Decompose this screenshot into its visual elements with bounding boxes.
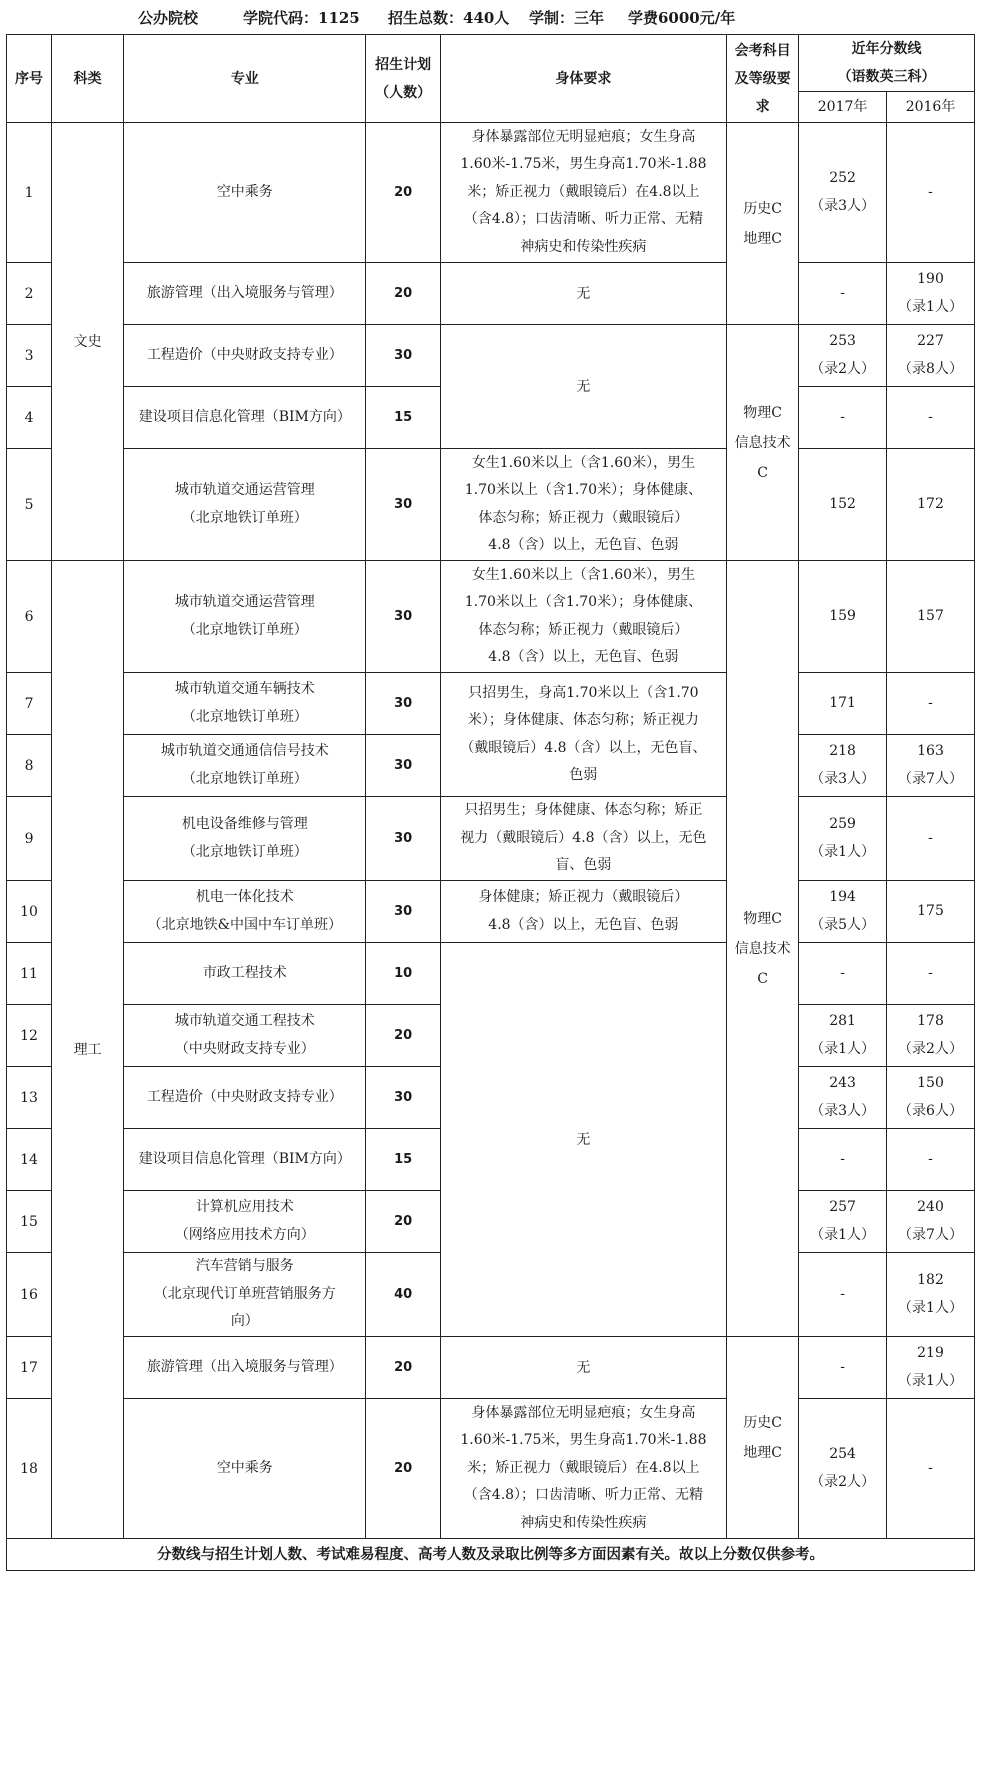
plan-count: 30 — [366, 561, 440, 673]
major-cell: 工程造价（中央财政支持专业） — [124, 1067, 366, 1129]
school-type: 公办院校 — [138, 9, 199, 27]
score-2016: 163 （录7人） — [887, 735, 975, 797]
col-2016-header: 2016年 — [887, 92, 975, 123]
table-row — [7, 561, 975, 673]
table-row — [7, 943, 975, 1005]
row-index: 14 — [7, 1129, 52, 1191]
major-cell: 建设项目信息化管理（BIM方向） — [124, 1129, 366, 1191]
category-cell: 文史 — [52, 123, 124, 561]
score-2016: - — [887, 1399, 975, 1539]
plan-count: 15 — [366, 387, 440, 449]
col-index-header: 序号 — [7, 35, 52, 123]
table-row — [7, 673, 975, 735]
row-index: 17 — [7, 1337, 52, 1399]
plan-count: 40 — [366, 1253, 440, 1337]
score-2017: 257 （录1人） — [799, 1191, 887, 1253]
score-2016: - — [887, 943, 975, 1005]
plan-count: 30 — [366, 797, 440, 881]
col-scores-header: 近年分数线 （语数英三科） — [799, 35, 975, 92]
plan-count: 20 — [366, 1191, 440, 1253]
score-2016: - — [887, 123, 975, 263]
plan-count: 20 — [366, 123, 440, 263]
score-2017: - — [799, 943, 887, 1005]
plan-count: 30 — [366, 735, 440, 797]
major-cell: 旅游管理（出入境服务与管理） — [124, 263, 366, 325]
physical-requirement: 女生1.60米以上（含1.60米），男生 1.70米以上（含1.70米）；身体健康、 体态匀称；矫正视力（戴眼镜后） 4.8（含）以上，无色盲、色弱 — [440, 561, 726, 673]
score-2017: - — [799, 1337, 887, 1399]
major-cell: 计算机应用技术 （网络应用技术方向） — [124, 1191, 366, 1253]
row-index: 2 — [7, 263, 52, 325]
row-index: 7 — [7, 673, 52, 735]
exam-subjects: 物理C 信息技术C — [727, 561, 799, 1337]
table-row — [7, 325, 975, 387]
physical-requirement: 只招男生；身体健康、体态匀称；矫正 视力（戴眼镜后）4.8（含）以上，无色 盲、色弱 — [440, 797, 726, 881]
score-2017: - — [799, 1129, 887, 1191]
score-2016: 150 （录6人） — [887, 1067, 975, 1129]
score-2017: 194 （录5人） — [799, 881, 887, 943]
score-2017: 253 （录2人） — [799, 325, 887, 387]
plan-count: 30 — [366, 1067, 440, 1129]
col-exam-header: 会考科目 及等级要 求 — [727, 35, 799, 123]
plan-count: 20 — [366, 1337, 440, 1399]
score-2017: - — [799, 263, 887, 325]
enrollment-total: 招生总数：440人 — [388, 9, 510, 27]
major-cell: 机电设备维修与管理 （北京地铁订单班） — [124, 797, 366, 881]
physical-requirement: 无 — [440, 325, 726, 449]
score-2016: 157 — [887, 561, 975, 673]
physical-requirement: 只招男生，身高1.70米以上（含1.70 米）；身体健康、体态匀称；矫正视力 （戴眼镜后）4.8（含）以上，无色盲、 色弱 — [440, 673, 726, 797]
table-row — [7, 797, 975, 881]
plan-count: 20 — [366, 1399, 440, 1539]
score-2017: 252 （录3人） — [799, 123, 887, 263]
major-cell: 城市轨道交通工程技术 （中央财政支持专业） — [124, 1005, 366, 1067]
table-row — [7, 263, 975, 325]
physical-requirement: 女生1.60米以上（含1.60米），男生 1.70米以上（含1.70米）；身体健康、 体态匀称；矫正视力（戴眼镜后） 4.8（含）以上，无色盲、色弱 — [440, 449, 726, 561]
table-row — [7, 1337, 975, 1399]
major-cell: 汽车营销与服务 （北京现代订单班营销服务方 向） — [124, 1253, 366, 1337]
row-index: 11 — [7, 943, 52, 1005]
score-2016: 182 （录1人） — [887, 1253, 975, 1337]
score-2016: 178 （录2人） — [887, 1005, 975, 1067]
plan-count: 20 — [366, 263, 440, 325]
major-cell: 城市轨道交通运营管理 （北京地铁订单班） — [124, 561, 366, 673]
score-2016: 172 — [887, 449, 975, 561]
row-index: 18 — [7, 1399, 52, 1539]
score-2016: - — [887, 387, 975, 449]
study-duration: 学制：三年 — [529, 9, 605, 27]
score-2017: 218 （录3人） — [799, 735, 887, 797]
col-major-header: 专业 — [124, 35, 366, 123]
physical-requirement: 身体暴露部位无明显疤痕；女生身高 1.60米-1.75米，男生身高1.70米-1.88 米；矫正视力（戴眼镜后）在4.8以上 （含4.8）；口齿清晰、听力正常、无精 神病史和传染性疾病 — [440, 1399, 726, 1539]
plan-count: 30 — [366, 325, 440, 387]
exam-subjects: 物理C 信息技术C — [727, 325, 799, 561]
table-row — [7, 449, 975, 561]
admission-table — [6, 34, 975, 1571]
footer-row — [7, 1539, 975, 1571]
row-index: 13 — [7, 1067, 52, 1129]
major-cell: 市政工程技术 — [124, 943, 366, 1005]
score-2016: 240 （录7人） — [887, 1191, 975, 1253]
physical-requirement: 无 — [440, 263, 726, 325]
major-cell: 城市轨道交通运营管理 （北京地铁订单班） — [124, 449, 366, 561]
plan-count: 30 — [366, 881, 440, 943]
score-2017: 243 （录3人） — [799, 1067, 887, 1129]
row-index: 16 — [7, 1253, 52, 1337]
col-physical-header: 身体要求 — [440, 35, 726, 123]
school-code: 学院代码：1125 — [243, 9, 360, 27]
major-cell: 工程造价（中央财政支持专业） — [124, 325, 366, 387]
physical-requirement: 无 — [440, 1337, 726, 1399]
score-2017: 159 — [799, 561, 887, 673]
footer-note: 分数线与招生计划人数、考试难易程度、高考人数及录取比例等多方面因素有关。故以上分数仅供参考。 — [7, 1539, 975, 1571]
table-row — [7, 123, 975, 263]
row-index: 3 — [7, 325, 52, 387]
score-2017: 171 — [799, 673, 887, 735]
score-2016: - — [887, 673, 975, 735]
major-cell: 机电一体化技术 （北京地铁&中国中车订单班） — [124, 881, 366, 943]
score-2017: 281 （录1人） — [799, 1005, 887, 1067]
plan-count: 20 — [366, 1005, 440, 1067]
row-index: 5 — [7, 449, 52, 561]
row-index: 15 — [7, 1191, 52, 1253]
major-cell: 空中乘务 — [124, 123, 366, 263]
score-2016: 227 （录8人） — [887, 325, 975, 387]
score-2017: 259 （录1人） — [799, 797, 887, 881]
col-category-header: 科类 — [52, 35, 124, 123]
plan-count: 30 — [366, 449, 440, 561]
score-2017: 152 — [799, 449, 887, 561]
score-2016: - — [887, 797, 975, 881]
score-2016: - — [887, 1129, 975, 1191]
major-cell: 城市轨道交通车辆技术 （北京地铁订单班） — [124, 673, 366, 735]
plan-count: 15 — [366, 1129, 440, 1191]
category-cell: 理工 — [52, 561, 124, 1539]
major-cell: 空中乘务 — [124, 1399, 366, 1539]
plan-count: 30 — [366, 673, 440, 735]
score-2017: - — [799, 1253, 887, 1337]
exam-subjects: 历史C 地理C — [727, 1337, 799, 1539]
row-index: 6 — [7, 561, 52, 673]
score-2016: 219 （录1人） — [887, 1337, 975, 1399]
row-index: 8 — [7, 735, 52, 797]
physical-requirement: 身体暴露部位无明显疤痕；女生身高 1.60米-1.75米，男生身高1.70米-1.88 米；矫正视力（戴眼镜后）在4.8以上 （含4.8）；口齿清晰、听力正常、无精 神病史和传染性疾病 — [440, 123, 726, 263]
row-index: 4 — [7, 387, 52, 449]
major-cell: 建设项目信息化管理（BIM方向） — [124, 387, 366, 449]
table-row — [7, 881, 975, 943]
exam-subjects: 历史C 地理C — [727, 123, 799, 325]
major-cell: 城市轨道交通通信信号技术 （北京地铁订单班） — [124, 735, 366, 797]
score-2017: 254 （录2人） — [799, 1399, 887, 1539]
table-row — [7, 1399, 975, 1539]
physical-requirement: 无 — [440, 943, 726, 1337]
header-row — [7, 35, 975, 92]
row-index: 10 — [7, 881, 52, 943]
plan-count: 10 — [366, 943, 440, 1005]
header-line — [0, 0, 981, 34]
tuition-fee: 学费6000元/年 — [628, 9, 736, 27]
major-cell: 旅游管理（出入境服务与管理） — [124, 1337, 366, 1399]
score-2016: 190 （录1人） — [887, 263, 975, 325]
score-2017: - — [799, 387, 887, 449]
row-index: 1 — [7, 123, 52, 263]
physical-requirement: 身体健康；矫正视力（戴眼镜后） 4.8（含）以上，无色盲、色弱 — [440, 881, 726, 943]
score-2016: 175 — [887, 881, 975, 943]
row-index: 12 — [7, 1005, 52, 1067]
row-index: 9 — [7, 797, 52, 881]
col-2017-header: 2017年 — [799, 92, 887, 123]
col-plan-header: 招生计划 （人数） — [366, 35, 440, 123]
